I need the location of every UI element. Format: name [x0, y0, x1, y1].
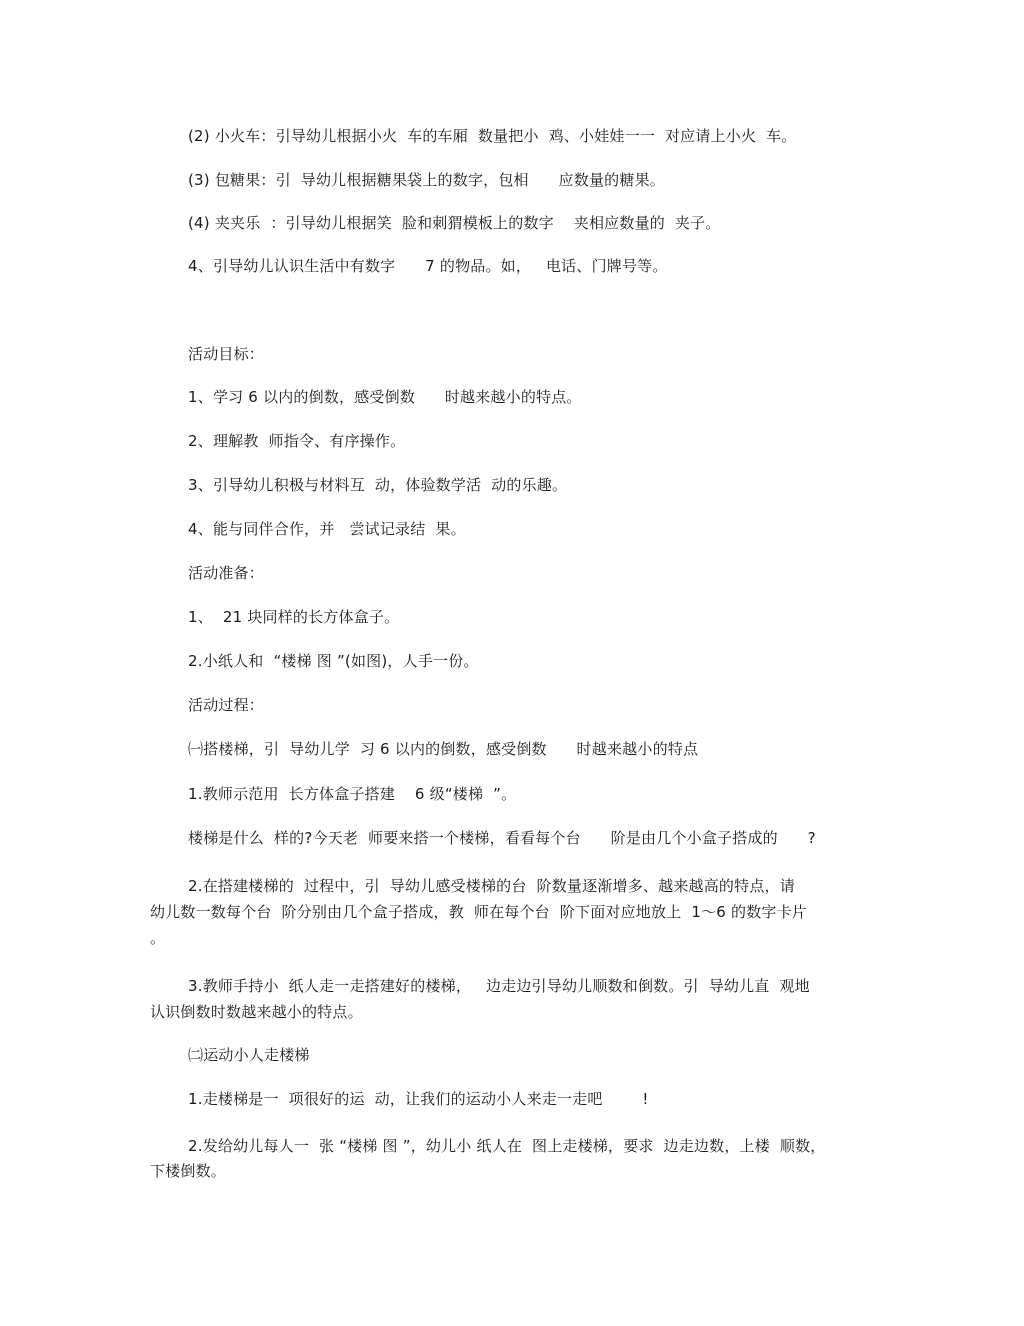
section-heading: 活动准备： [188, 564, 265, 582]
text-line: 1.走楼梯是一 项很好的运 动，让我们的运动小人来走一走吧 ! [188, 1090, 649, 1108]
text-line: 认识倒数时数越来越小的特点。 [150, 1003, 363, 1021]
text-line: 1.教师示范用 长方体盒子搭建 6 级“楼梯 ”。 [188, 785, 517, 803]
text-line: 下楼倒数。 [150, 1162, 227, 1180]
text-line: 1、学习 6 以内的倒数，感受倒数 时越来越小的特点。 [188, 388, 582, 406]
subsection-heading: ㈡运动小人走楼梯 [188, 1046, 310, 1064]
text-line: 2.在搭建楼梯的 过程中，引 导幼儿感受楼梯的台 阶数量逐渐增多、越来越高的特点，请 [188, 877, 795, 895]
text-line: 3、引导幼儿积极与材料互 动，体验数学活 动的乐趣。 [188, 476, 568, 494]
text-line: 4、能与同伴合作，并 尝试记录结 果。 [188, 520, 466, 538]
text-line: 2、理解教 师指令、有序操作。 [188, 432, 406, 450]
section-heading: 活动目标： [188, 345, 265, 363]
section-heading: 活动过程： [188, 696, 265, 714]
text-line: 幼儿数一数每个台 阶分别由几个盒子搭成，教 师在每个台 阶下面对应地放上 1～6 的数字卡片 [150, 903, 808, 921]
text-line: 4、引导幼儿认识生活中有数字 7 的物品。如， 电话、门牌号等。 [188, 257, 668, 275]
text-line: (3) 包糖果：引 导幼儿根据糖果袋上的数字，包相 应数量的糖果。 [188, 171, 665, 189]
text-line: 1、 21 块同样的长方体盒子。 [188, 608, 400, 626]
text-line: (2) 小火车：引导幼儿根据小火 车的车厢 数量把小 鸡、小娃娃一一 对应请上小火 车。 [188, 127, 797, 145]
text-line: (4) 夹夹乐 ：引导幼儿根据笑 脸和刺猬模板上的数字 夹相应数量的 夹子。 [188, 214, 721, 232]
text-line: 3.教师手持小 纸人走一走搭建好的楼梯， 边走边引导幼儿顺数和倒数。引 导幼儿直 观地 [188, 977, 810, 995]
subsection-heading: ㈠搭楼梯，引 导幼儿学 习 6 以内的倒数，感受倒数 时越来越小的特点 [188, 740, 699, 758]
text-line: 2.小纸人和 “楼梯 图 ”(如图)，人手一份。 [188, 652, 479, 670]
text-line: 2.发给幼儿每人一 张 “楼梯 图 ”，幼儿小 纸人在 图上走楼梯，要求 边走边数，上楼 顺数， [188, 1137, 826, 1155]
text-line: 。 [150, 929, 166, 947]
text-line: 楼梯是什么 样的?今天老 师要来搭一个楼梯，看看每个台 阶是由几个小盒子搭成的 ? [188, 829, 816, 847]
